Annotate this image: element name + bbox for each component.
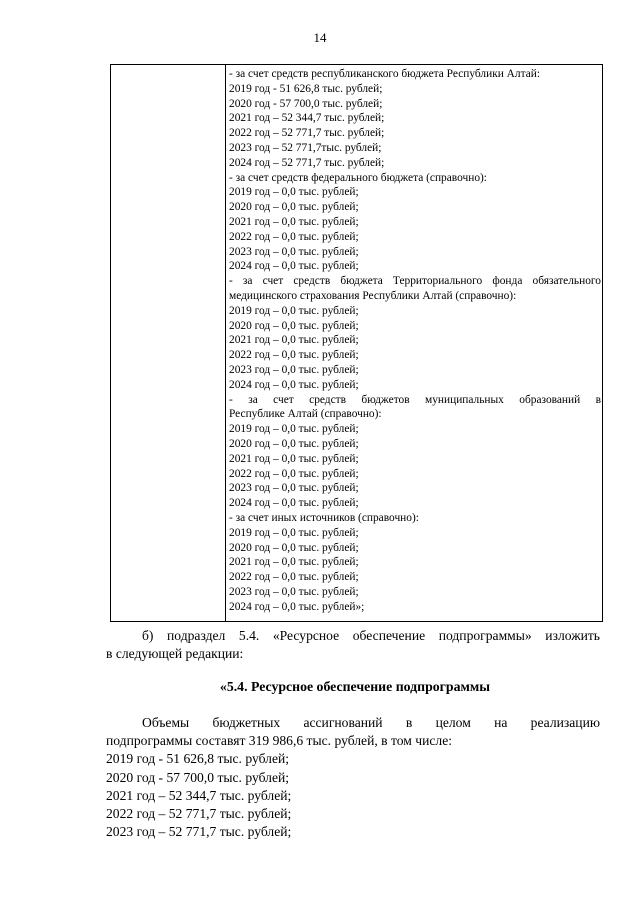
table-line: 2020 год - 57 700,0 тыс. рублей; <box>229 97 383 110</box>
table-line: 2024 год – 0,0 тыс. рублей; <box>229 378 359 391</box>
body-paragraph <box>106 714 600 841</box>
paragraph-line: подпрограммы составят 319 986,6 тыс. рублей, в том числе: <box>106 733 453 749</box>
table-line: 2023 год – 0,0 тыс. рублей; <box>229 482 359 495</box>
table-line: 2020 год – 0,0 тыс. рублей; <box>229 541 359 554</box>
table-line: 2019 год – 0,0 тыс. рублей; <box>229 526 359 539</box>
table-line: 2022 год – 52 771,7 тыс. рублей; <box>229 127 385 140</box>
table-line: - за счет средств республиканского бюджета Республики Алтай: <box>229 68 541 80</box>
table-line: 2021 год – 0,0 тыс. рублей; <box>229 215 359 228</box>
year-line: 2022 год – 52 771,7 тыс. рублей; <box>106 806 292 822</box>
table-column-divider <box>225 65 226 621</box>
paragraph-line: Объемы бюджетных ассигнований в целом на реализацию <box>142 715 600 730</box>
table-line: - за счет иных источников (справочно): <box>229 511 419 524</box>
table-line: 2020 год – 0,0 тыс. рублей; <box>229 201 359 214</box>
instruction-line: б) подраздел 5.4. «Ресурсное обеспечение подпрограммы» изложить <box>142 628 600 643</box>
table-line: 2022 год – 0,0 тыс. рублей; <box>229 571 359 584</box>
table-line: 2024 год – 52 771,7 тыс. рублей; <box>229 156 385 169</box>
year-line: 2021 год – 52 344,7 тыс. рублей; <box>106 787 292 803</box>
table-line: 2021 год – 52 344,7 тыс. рублей; <box>229 112 385 125</box>
table-line: 2023 год – 0,0 тыс. рублей; <box>229 585 359 598</box>
funding-table <box>110 64 603 622</box>
table-line: 2021 год – 0,0 тыс. рублей; <box>229 556 359 569</box>
year-line: 2020 год - 57 700,0 тыс. рублей; <box>106 769 290 785</box>
section-heading: «5.4. Ресурсное обеспечение подпрограммы <box>219 679 491 694</box>
table-line: 2024 год – 0,0 тыс. рублей; <box>229 260 359 273</box>
table-line: 2020 год – 0,0 тыс. рублей; <box>229 319 359 332</box>
table-line: 2021 год – 0,0 тыс. рублей; <box>229 334 359 347</box>
table-line: 2023 год – 52 771,7тыс. рублей; <box>229 141 382 154</box>
table-line: - за счет средств бюджета Территориального фонда обязательного <box>229 275 601 288</box>
table-line: 2023 год – 0,0 тыс. рублей; <box>229 245 359 258</box>
table-line: 2020 год – 0,0 тыс. рублей; <box>229 437 359 450</box>
table-line: 2019 год – 0,0 тыс. рублей; <box>229 423 359 436</box>
year-line: 2023 год – 52 771,7 тыс. рублей; <box>106 824 292 840</box>
page-number: 14 <box>313 30 327 45</box>
table-line: 2019 год – 0,0 тыс. рублей; <box>229 186 359 199</box>
amendment-instruction <box>106 627 600 663</box>
table-line: - за счет средств бюджетов муниципальных образований в <box>229 393 601 406</box>
year-line: 2019 год - 51 626,8 тыс. рублей; <box>106 751 290 767</box>
table-line: 2021 год – 0,0 тыс. рублей; <box>229 452 359 465</box>
table-line: 2019 год - 51 626,8 тыс. рублей; <box>229 82 383 95</box>
instruction-line: в следующей редакции: <box>106 646 244 661</box>
table-line: 2019 год – 0,0 тыс. рублей; <box>229 304 359 317</box>
table-line: 2024 год – 0,0 тыс. рублей»; <box>229 600 365 613</box>
table-line: 2022 год – 0,0 тыс. рублей; <box>229 230 359 243</box>
table-line: медицинского страхования Республики Алтай (справочно): <box>229 289 517 302</box>
table-line: 2024 год – 0,0 тыс. рублей; <box>229 497 359 510</box>
table-line: Республике Алтай (справочно): <box>229 408 382 421</box>
table-line: 2023 год – 0,0 тыс. рублей; <box>229 363 359 376</box>
funding-sources-cell <box>229 67 601 614</box>
table-line: 2022 год – 0,0 тыс. рублей; <box>229 349 359 362</box>
table-line: 2022 год – 0,0 тыс. рублей; <box>229 467 359 480</box>
table-line: - за счет средств федерального бюджета (справочно): <box>229 171 487 184</box>
